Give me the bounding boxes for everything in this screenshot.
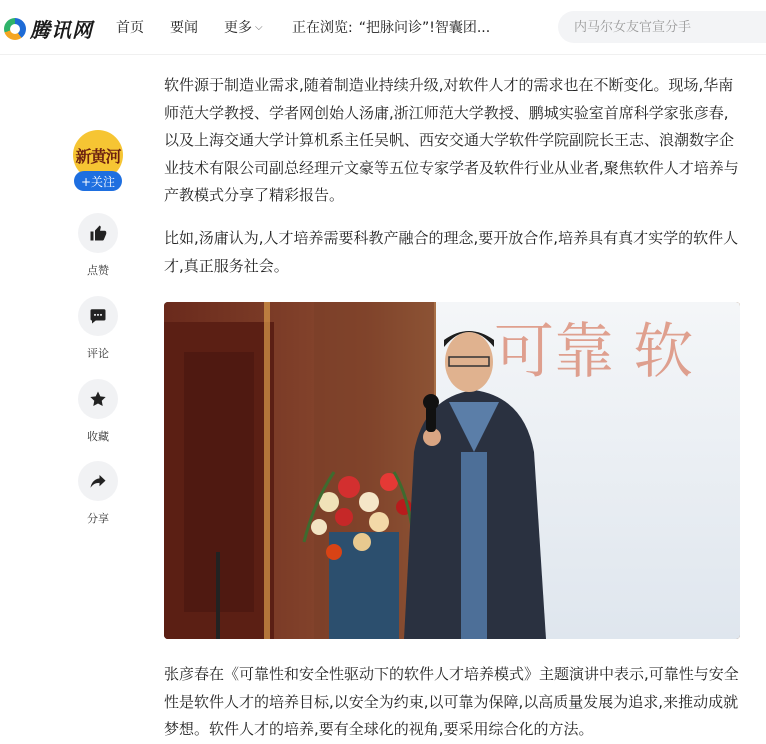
follow-button[interactable]: +关注 [74,171,122,191]
favorite-label: 收藏 [87,430,109,443]
search-input[interactable] [558,11,766,43]
nav-more[interactable] [224,17,263,37]
logo-icon [4,18,26,40]
nav-news[interactable]: 要闻 [170,20,198,36]
share-button[interactable] [78,461,118,526]
author-avatar-text: 新黄河 [75,146,121,166]
article-paragraph: 软件源于制造业需求,随着制造业持续升级,对软件人才的需求也在不断变化。现场,华南师范大学教授、学者网创始人汤庸,浙江师范大学教授、鹏城实验室首席科学家张彦春,以及上海交通大学计算机系主任吴帆、西安交通大学软件学院副院长王志、浪潮数字企业技术有限公司副总经理亓文豪等五位专家学者及软件行业从业者,聚焦软件人才培养与产教模式分享了精彩报告。 [164,76,739,204]
share-icon [89,472,107,490]
comment-icon [89,307,107,325]
top-header [0,0,766,55]
now-browsing-label: 正在浏览: [292,20,353,36]
banner-text: 可靠 软 [494,317,694,387]
favorite-button-circle [78,379,118,419]
logo-text: 腾讯网 [30,18,93,42]
like-button[interactable] [78,213,118,278]
article-paragraph: 张彦春在《可靠性和安全性驱动下的软件人才培养模式》主题演讲中表示,可靠性与安全性是软件人才的培养目标,以安全为约束,以可靠为保障,以高质量发展为追求,来推动成就梦想。软件人才的培养,要有全球化的视角,要采用综合化的方法。 [164,665,739,738]
comment-button[interactable] [78,296,118,361]
now-browsing-title[interactable]: “把脉问诊”!智囊团... [358,20,491,36]
now-browsing [292,0,490,54]
main-nav [116,0,289,54]
like-button-circle [78,213,118,253]
like-label: 点赞 [87,264,109,277]
comment-label: 评论 [87,347,109,360]
speaker-photo-illustration [164,302,740,639]
article-photo[interactable] [164,302,740,639]
share-label: 分享 [87,512,109,525]
nav-home[interactable]: 首页 [116,20,144,36]
comment-button-circle [78,296,118,336]
share-button-circle [78,461,118,501]
site-logo[interactable] [4,14,93,43]
chevron-down-icon: ⌵ [255,21,263,33]
thumbs-up-icon [89,224,107,242]
article-paragraph: 比如,汤庸认为,人才培养需要科教产融合的理念,要开放合作,培养具有真才实学的软件人才,真正服务社会。 [164,229,739,275]
favorite-button[interactable] [78,379,118,444]
nav-more-label: 更多 [224,20,252,36]
star-icon [89,390,107,408]
